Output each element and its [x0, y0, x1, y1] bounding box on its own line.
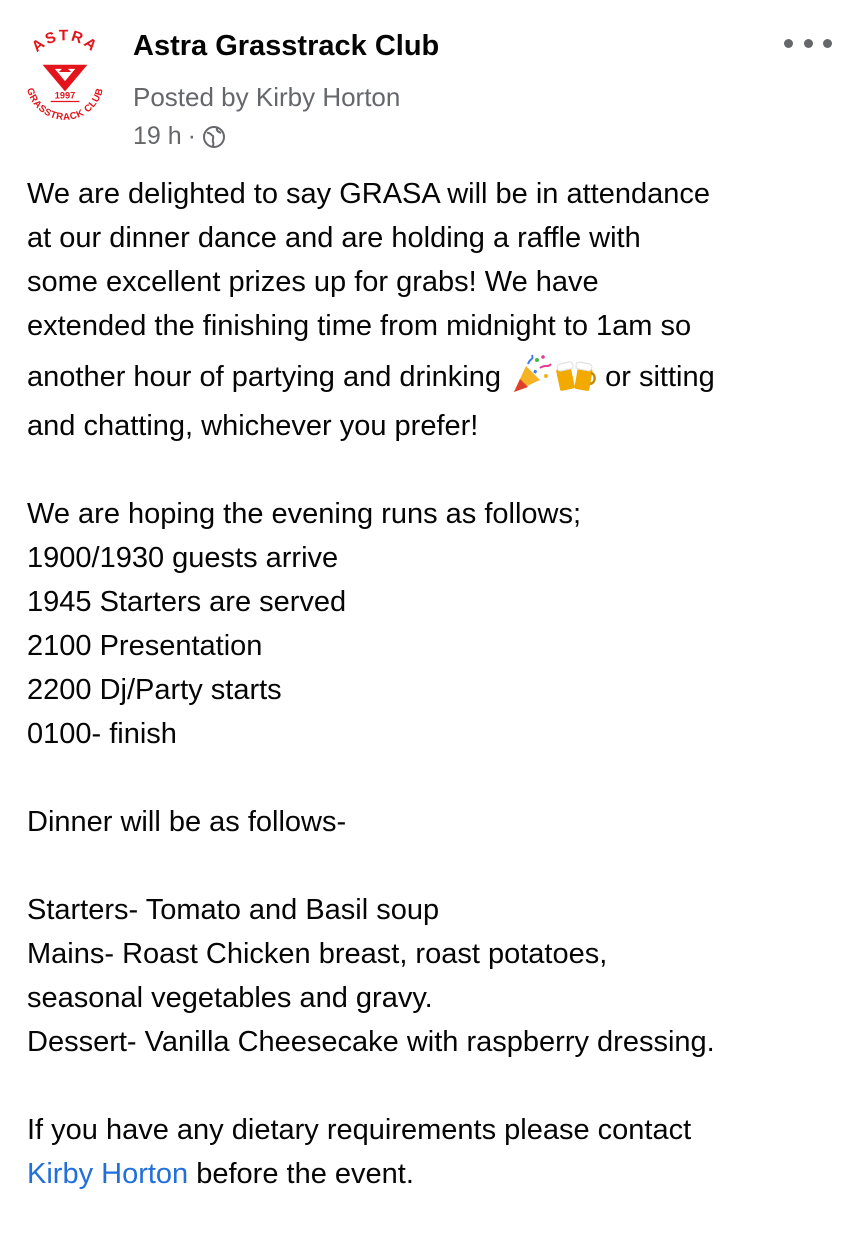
intro-line: We are delighted to say GRASA will be in attendance: [27, 178, 710, 210]
club-logo-avatar[interactable]: [14, 24, 116, 126]
schedule-line: 1900/1930 guests arrive: [27, 542, 339, 574]
intro-line: at our dinner dance and are holding a raffle with: [27, 222, 641, 254]
logo-year: 1997: [54, 90, 76, 101]
mention-kirby-horton-link[interactable]: Kirby Horton: [27, 1158, 189, 1190]
menu-line: Starters- Tomato and Basil soup: [27, 894, 440, 926]
more-dot: [784, 39, 793, 48]
schedule-line: 2200 Dj/Party starts: [27, 674, 282, 706]
post-meta: [133, 122, 226, 151]
globe-icon[interactable]: [202, 125, 226, 149]
logo-top-text: ASTRA: [28, 27, 102, 56]
club-logo: [14, 24, 116, 126]
intro-line-text: or sitting: [597, 361, 715, 393]
logo-bottom-text: GRASSTRACK CLUB: [24, 86, 106, 124]
contact-line-2: [27, 1152, 837, 1196]
schedule-paragraph: [27, 492, 837, 756]
intro-line: extended the finishing time from midnight to 1am so: [27, 310, 692, 342]
intro-line: and chatting, whichever you prefer!: [27, 410, 479, 442]
menu-line: Mains- Roast Chicken breast, roast potatoes,: [27, 938, 608, 970]
schedule-line: 1945 Starters are served: [27, 586, 347, 618]
contact-paragraph: [27, 1108, 837, 1196]
beer-mugs-icon: [554, 354, 596, 394]
page-name-link[interactable]: Astra Grasstrack Club: [133, 30, 440, 62]
intro-emoji-line: [27, 350, 837, 404]
posted-by-text: Posted by Kirby Horton: [133, 82, 401, 112]
intro-paragraph: [27, 172, 837, 448]
menu-line: Dessert- Vanilla Cheesecake with raspberry dressing.: [27, 1026, 715, 1058]
contact-line: If you have any dietary requirements please contact: [27, 1114, 692, 1146]
schedule-line: 0100- finish: [27, 718, 177, 750]
post-timestamp[interactable]: 19 h: [133, 122, 182, 150]
schedule-line: We are hoping the evening runs as follows;: [27, 498, 582, 530]
dinner-heading: Dinner will be as follows-: [27, 806, 347, 838]
menu-paragraph: [27, 888, 837, 1064]
contact-line-end: before the event.: [188, 1158, 414, 1190]
menu-line: seasonal vegetables and gravy.: [27, 982, 433, 1014]
schedule-line: 2100 Presentation: [27, 630, 263, 662]
more-dot: [823, 39, 832, 48]
meta-separator: ·: [187, 122, 196, 150]
intro-line-text: another hour of partying and drinking: [27, 361, 501, 393]
intro-line: some excellent prizes up for grabs! We have: [27, 266, 599, 298]
dinner-heading-paragraph: [27, 800, 837, 844]
party-popper-icon: [510, 354, 552, 394]
more-options-icon[interactable]: [784, 30, 832, 56]
more-dot: [804, 39, 813, 48]
post-header: [0, 0, 850, 160]
post-body: [27, 172, 837, 1240]
